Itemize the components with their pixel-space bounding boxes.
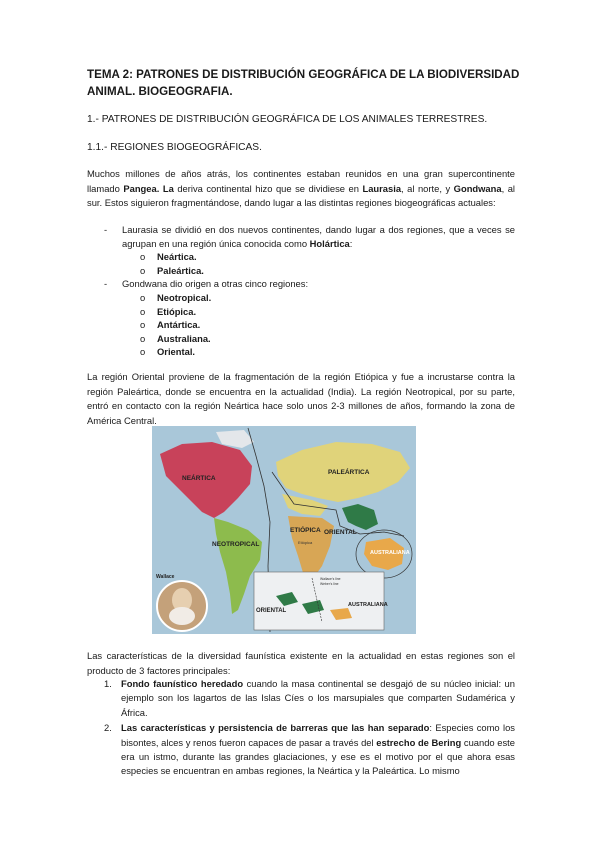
bullet-marker: o <box>140 332 146 344</box>
bullet-marker: o <box>140 319 146 331</box>
map-label-oriental-inset: ORIENTAL <box>256 608 287 614</box>
term-la: La <box>162 182 174 194</box>
factor-item <box>87 721 515 779</box>
map-label-oriental: ORIENTAL <box>324 529 357 536</box>
paragraph-factors-intro: Las características de la diversidad faunística existente en la actualidad en estas regiones son el producto de 3 factores principales: <box>87 650 515 676</box>
map-label-australian-inset: AUSTRALIANA <box>348 602 388 608</box>
term-holartica: Holártica <box>309 237 350 249</box>
intro-text-1: Muchos millones de años atrás, los continentes estaban reunidos en una gran supercontinente llamado <box>87 168 515 194</box>
subsection-heading: 1.1.- REGIONES BIOGEOGRÁFICAS. <box>87 142 262 153</box>
intro-text-4: , al norte, y <box>401 182 454 194</box>
region-palearctic: Paleártica. <box>157 264 204 276</box>
list-item-gondwana <box>87 277 515 291</box>
factor-text-end: cuando este era un istmo, durante las grandes glaciaciones, y ese es el motivo por el que ahora esas especies se encuentran en ambas regiones, la Neártica y la Paleártica. Lo mismo <box>121 736 515 777</box>
factor-item <box>87 677 515 720</box>
map-label-neotropical: NEOTROPICAL <box>212 541 260 548</box>
factor-number: 1. <box>104 678 112 689</box>
dash-marker: - <box>104 224 108 235</box>
map-label-ethiopian-small: Etiópica <box>298 540 313 545</box>
sub-item <box>87 332 515 346</box>
term-pangea: Pangea. <box>123 182 160 194</box>
intro-text-5: , al sur. Estos siguieron fragmentándose, dando lugar a las distintas regiones biogeográficas actuales: <box>87 182 516 208</box>
sub-item <box>87 305 515 319</box>
sub-item <box>87 318 515 332</box>
region-antarctic: Antártica. <box>157 319 201 331</box>
map-label-wallace-line: Wallace's line <box>320 577 341 581</box>
list-item-laurasia <box>87 223 515 250</box>
section-heading: 1.- PATRONES DE DISTRIBUCIÓN GEOGRÁFICA DE LOS ANIMALES TERRESTRES. <box>87 114 488 125</box>
portrait-beard <box>169 607 195 625</box>
region-australian: Australiana. <box>157 332 211 344</box>
factor-title: Fondo faunístico heredado <box>121 678 244 689</box>
map-label-weber-line: Weber's line <box>320 582 339 586</box>
map-label-palearctic: PALEÁRTICA <box>328 469 370 476</box>
regions-list <box>87 223 515 359</box>
dash-marker: - <box>104 278 108 290</box>
document-title: TEMA 2: PATRONES DE DISTRIBUCIÓN GEOGRÁFICA DE LA BIODIVERSIDAD ANIMAL. BIOGEOGRAFIA. <box>87 68 520 98</box>
map-label-australian: AUSTRALIANA <box>370 550 410 556</box>
region-neotropical: Neotropical. <box>157 291 212 303</box>
paragraph-oriental: La región Oriental proviene de la fragmentación de la región Etiópica y fue a incrustarse contra la región Paleártica, donde se encuentra en la actualidad (India). La región Neotropical, por su parte, entró en contacto con la región Neártica hace solo unos 2-3 millones de años, formando la zona de América Central. <box>87 371 515 426</box>
bullet-marker: o <box>140 305 146 317</box>
sub-item <box>87 264 515 278</box>
factor-number: 2. <box>104 722 112 734</box>
sub-item <box>87 250 515 264</box>
gondwana-text: Gondwana dio origen a otras cinco regiones: <box>122 278 309 290</box>
term-gondwana: Gondwana <box>453 182 502 194</box>
intro-text-3: deriva continental hizo que se dividiese en <box>173 182 363 194</box>
factors-list <box>87 677 515 780</box>
bullet-marker: o <box>140 346 146 358</box>
region-nearctic: Neártica. <box>157 251 197 263</box>
bullet-marker: o <box>140 264 146 276</box>
term-bering: estrecho de Bering <box>376 736 462 748</box>
factor-title: Las características y persistencia de barreras que las han separado <box>121 722 430 734</box>
factor-text: cuando la masa continental se desgajó de su núcleo inicial: un ejemplo son los lagartos de las Islas Cíes o los marsupiales que comparten Sudamérica y África. <box>121 678 515 718</box>
sub-item <box>87 345 515 359</box>
term-laurasia: Laurasia <box>362 182 402 194</box>
bullet-marker: o <box>140 291 146 303</box>
map-label-wallace: Wallace <box>156 574 175 580</box>
biogeographic-map <box>152 426 416 634</box>
region-oriental: Oriental. <box>157 346 196 358</box>
map-label-nearctic: NEÁRTICA <box>182 475 216 482</box>
region-ethiopian: Etiópica. <box>157 305 197 317</box>
laurasia-text: Laurasia se dividió en dos nuevos continentes, dando lugar a dos regiones, que a veces se agrupan en una región única conocida como <box>122 224 515 249</box>
sub-item <box>87 291 515 305</box>
intro-paragraph <box>87 167 515 211</box>
map-label-ethiopian: ETIÓPICA <box>290 527 321 534</box>
laurasia-colon: : <box>349 237 353 249</box>
factor-text: : Especies como los bisontes, alces y renos fueron capaces de pasar a través del <box>121 722 515 748</box>
bullet-marker: o <box>140 251 146 263</box>
